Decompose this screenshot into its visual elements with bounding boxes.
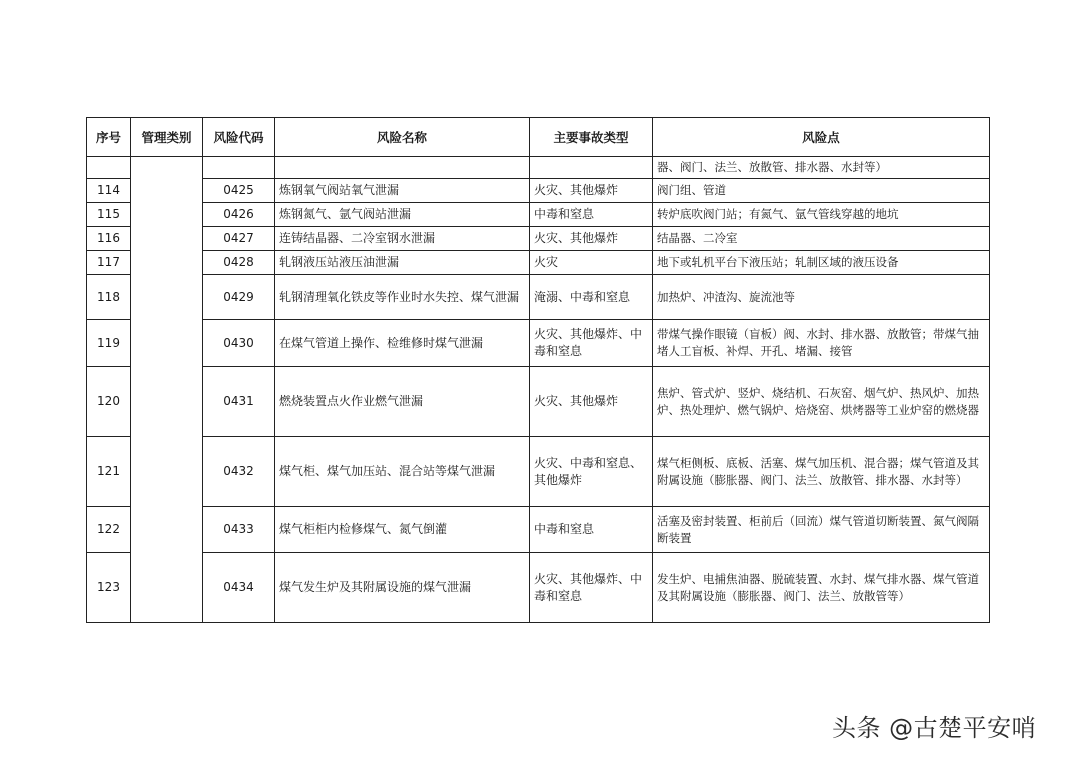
cell-code: 0425	[203, 179, 275, 203]
cell-accident: 火灾、其他爆炸	[530, 367, 653, 437]
header-category: 管理类别	[131, 118, 203, 157]
cell-name: 炼钢氧气阀站氧气泄漏	[275, 179, 530, 203]
cell-name: 煤气柜柜内检修煤气、氮气倒灌	[275, 507, 530, 553]
cell-name: 燃烧装置点火作业燃气泄漏	[275, 367, 530, 437]
table-row	[87, 179, 990, 203]
cell-no: 117	[87, 251, 131, 275]
cell-no: 123	[87, 553, 131, 623]
cell-no: 115	[87, 203, 131, 227]
cell-points: 加热炉、冲渣沟、旋流池等	[653, 275, 990, 320]
cell-no: 122	[87, 507, 131, 553]
cell-points: 结晶器、二冷室	[653, 227, 990, 251]
cell-points: 煤气柜侧板、底板、活塞、煤气加压机、混合器；煤气管道及其附属设施（膨胀器、阀门、法兰、放散管、排水器、水封等）	[653, 437, 990, 507]
table-header-row	[87, 118, 990, 157]
cell-points: 器、阀门、法兰、放散管、排水器、水封等）	[653, 157, 990, 179]
cell-name: 炼钢氮气、氩气阀站泄漏	[275, 203, 530, 227]
table-row	[87, 437, 990, 507]
watermark-text: 头条 @古楚平安哨	[832, 714, 1037, 742]
table-row	[87, 275, 990, 320]
cell-code: 0427	[203, 227, 275, 251]
header-points: 风险点	[653, 118, 990, 157]
table-row	[87, 203, 990, 227]
header-name: 风险名称	[275, 118, 530, 157]
cell-no	[87, 157, 131, 179]
cell-accident: 火灾	[530, 251, 653, 275]
cell-code: 0431	[203, 367, 275, 437]
table-row	[87, 227, 990, 251]
cell-points: 带煤气操作眼镜（盲板）阀、水封、排水器、放散管；带煤气抽堵人工盲板、补焊、开孔、堵漏、接管	[653, 320, 990, 367]
cell-accident: 火灾、其他爆炸、中毒和窒息	[530, 553, 653, 623]
cell-accident: 中毒和窒息	[530, 507, 653, 553]
cell-accident: 火灾、中毒和窒息、其他爆炸	[530, 437, 653, 507]
cell-name: 在煤气管道上操作、检维修时煤气泄漏	[275, 320, 530, 367]
cell-accident: 淹溺、中毒和窒息	[530, 275, 653, 320]
table-body	[87, 157, 990, 623]
cell-name: 煤气发生炉及其附属设施的煤气泄漏	[275, 553, 530, 623]
table-row-continuation	[87, 157, 990, 179]
header-code: 风险代码	[203, 118, 275, 157]
cell-code: 0433	[203, 507, 275, 553]
header-no: 序号	[87, 118, 131, 157]
cell-points: 转炉底吹阀门站；有氮气、氩气管线穿越的地坑	[653, 203, 990, 227]
risk-table	[86, 117, 990, 623]
cell-points: 活塞及密封装置、柜前后（回流）煤气管道切断装置、氮气阀隔断装置	[653, 507, 990, 553]
cell-code: 0432	[203, 437, 275, 507]
header-accident: 主要事故类型	[530, 118, 653, 157]
cell-points: 焦炉、管式炉、竖炉、烧结机、石灰窑、烟气炉、热风炉、加热炉、热处理炉、燃气锅炉、焙烧窑、烘烤器等工业炉窑的燃烧器	[653, 367, 990, 437]
cell-code	[203, 157, 275, 179]
cell-code: 0429	[203, 275, 275, 320]
cell-no: 114	[87, 179, 131, 203]
table-row	[87, 367, 990, 437]
cell-code: 0426	[203, 203, 275, 227]
table-row	[87, 320, 990, 367]
table-row	[87, 507, 990, 553]
cell-accident: 中毒和窒息	[530, 203, 653, 227]
table-row	[87, 553, 990, 623]
cell-no: 116	[87, 227, 131, 251]
cell-name: 煤气柜、煤气加压站、混合站等煤气泄漏	[275, 437, 530, 507]
cell-no: 121	[87, 437, 131, 507]
cell-accident: 火灾、其他爆炸	[530, 179, 653, 203]
cell-no: 119	[87, 320, 131, 367]
cell-accident: 火灾、其他爆炸	[530, 227, 653, 251]
cell-name: 连铸结晶器、二冷室钢水泄漏	[275, 227, 530, 251]
cell-accident	[530, 157, 653, 179]
cell-category-merged	[131, 157, 203, 623]
cell-no: 120	[87, 367, 131, 437]
cell-points: 地下或轧机平台下液压站；轧制区域的液压设备	[653, 251, 990, 275]
cell-accident: 火灾、其他爆炸、中毒和窒息	[530, 320, 653, 367]
cell-name: 轧钢液压站液压油泄漏	[275, 251, 530, 275]
cell-points: 阀门组、管道	[653, 179, 990, 203]
cell-code: 0428	[203, 251, 275, 275]
table-row	[87, 251, 990, 275]
cell-code: 0430	[203, 320, 275, 367]
cell-name: 轧钢清理氧化铁皮等作业时水失控、煤气泄漏	[275, 275, 530, 320]
cell-name	[275, 157, 530, 179]
cell-code: 0434	[203, 553, 275, 623]
cell-points: 发生炉、电捕焦油器、脱硫装置、水封、煤气排水器、煤气管道及其附属设施（膨胀器、阀门、法兰、放散管等）	[653, 553, 990, 623]
cell-no: 118	[87, 275, 131, 320]
